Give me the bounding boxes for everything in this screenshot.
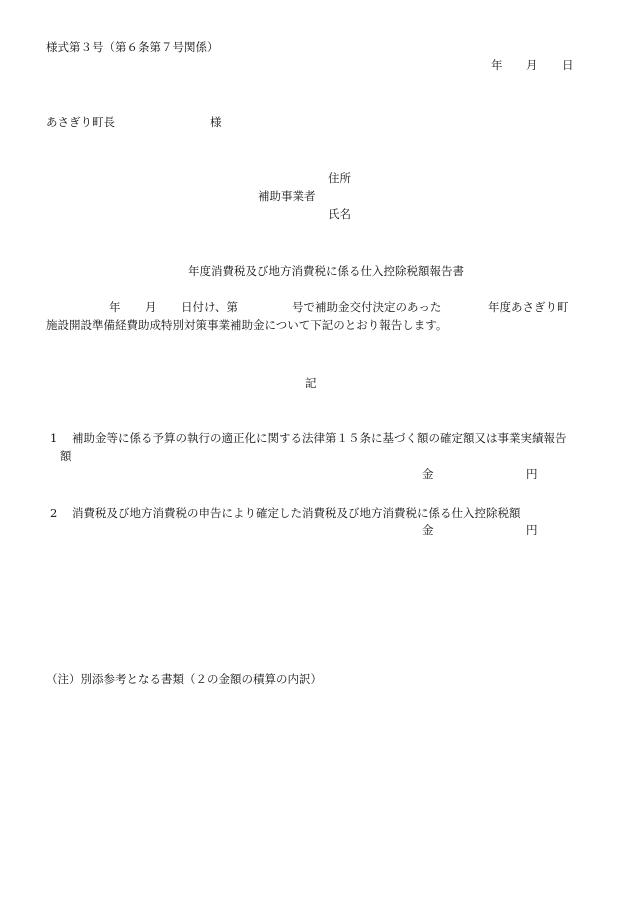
item-2-text-line-1: 消費税及び地方消費税の申告により確定した消費税及び地方消費税に係る仕入控除税額 bbox=[72, 506, 521, 520]
item-1-amount-prefix: 金 bbox=[422, 467, 434, 481]
item-1-text-line-2: 額 bbox=[60, 449, 72, 463]
form-number: 様式第３号（第６条第７号関係） bbox=[46, 40, 219, 54]
addressee-name: あさぎり町長 bbox=[46, 115, 115, 129]
body-year: 年 bbox=[109, 300, 121, 314]
item-2-amount-unit: 円 bbox=[526, 523, 538, 537]
body-month: 月 bbox=[145, 300, 157, 314]
date-day: 日 bbox=[562, 58, 574, 72]
addressee-honorific: 様 bbox=[210, 115, 222, 129]
body-day-suffix: 日付け、第 bbox=[181, 300, 239, 314]
date-month: 月 bbox=[526, 58, 538, 72]
item-1-number: 1 bbox=[50, 431, 58, 445]
item-2-amount-prefix: 金 bbox=[422, 523, 434, 537]
item-1-text-line-1: 補助金等に係る予算の執行の適正化に関する法律第１５条に基づく額の確定額又は事業実績報告 bbox=[72, 431, 567, 445]
note-text: （注）別添参考となる書類（２の金額の積算の内訳） bbox=[46, 672, 322, 686]
body-number-phrase: 号で補助金交付決定のあった bbox=[292, 300, 442, 314]
name-label: 氏名 bbox=[328, 207, 351, 221]
item-1-amount-unit: 円 bbox=[526, 467, 538, 481]
body-fiscal-phrase: 年度あさぎり町 bbox=[488, 300, 569, 314]
address-label: 住所 bbox=[328, 171, 351, 185]
body-line-2: 施設開設準備経費助成特別対策事業補助金について下記のとおり報告します。 bbox=[46, 318, 448, 332]
item-2-number: 2 bbox=[50, 506, 58, 520]
date-year: 年 bbox=[491, 58, 503, 72]
applicant-role-label: 補助事業者 bbox=[258, 189, 316, 203]
document-title: 年度消費税及び地方消費税に係る仕入控除税額報告書 bbox=[188, 264, 464, 278]
ki-heading: 記 bbox=[305, 376, 317, 390]
